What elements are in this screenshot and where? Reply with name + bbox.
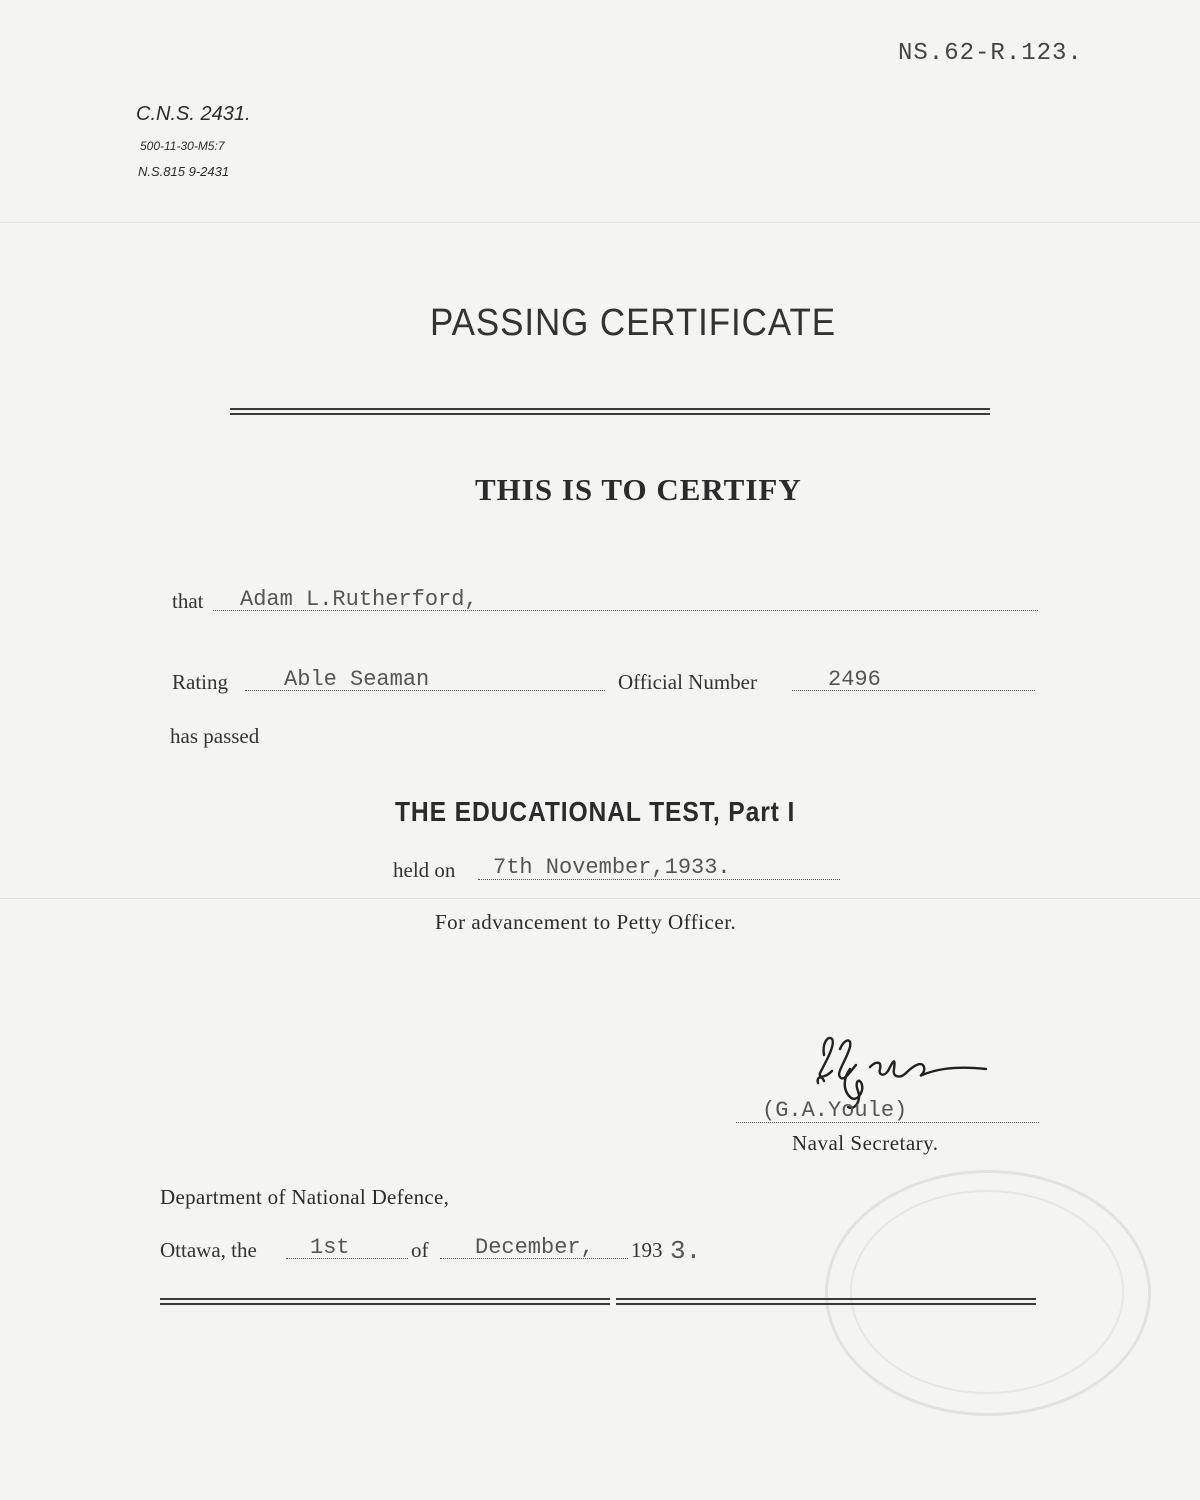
advancement-purpose: For advancement to Petty Officer.: [435, 910, 737, 934]
held-on-date: 7th November,1933.: [493, 855, 731, 880]
faded-stamp-inner: [850, 1190, 1124, 1394]
form-code: C.N.S. 2431.: [136, 103, 251, 125]
held-on-label: held on: [393, 858, 456, 882]
signatory-title: Naval Secretary.: [792, 1131, 939, 1155]
issue-day: 1st: [310, 1235, 350, 1260]
rating-label: Rating: [172, 670, 228, 694]
of-label: of: [411, 1238, 429, 1262]
certificate-title: PASSING CERTIFICATE: [430, 302, 836, 344]
test-name: THE EDUCATIONAL TEST, Part I: [395, 796, 796, 827]
department-name: Department of National Defence,: [160, 1185, 450, 1209]
certify-heading: THIS IS TO CERTIFY: [475, 472, 802, 507]
reference-number: NS.62-R.123.: [898, 40, 1083, 67]
ottawa-label: Ottawa, the: [160, 1238, 257, 1262]
title-rule: [230, 408, 990, 415]
form-print-code: 500-11-30-M5:7: [140, 139, 225, 153]
signatory-name: (G.A.Youle): [762, 1098, 908, 1123]
recipient-name: Adam L.Rutherford,: [240, 587, 478, 612]
issue-year-suffix: 3.: [670, 1236, 702, 1266]
fold-line: [0, 898, 1200, 899]
official-number-value: 2496: [828, 667, 881, 692]
bottom-rule-left: [160, 1298, 610, 1305]
issue-month: December,: [475, 1235, 594, 1260]
that-label: that: [172, 589, 204, 613]
has-passed-label: has passed: [170, 724, 260, 748]
rating-value: Able Seaman: [284, 667, 430, 692]
bottom-rule-right: [616, 1298, 1036, 1305]
issue-year-prefix: 193: [631, 1238, 663, 1262]
form-series-code: N.S.815 9-2431: [138, 164, 230, 179]
official-number-label: Official Number: [618, 670, 757, 694]
fold-line: [0, 222, 1200, 223]
